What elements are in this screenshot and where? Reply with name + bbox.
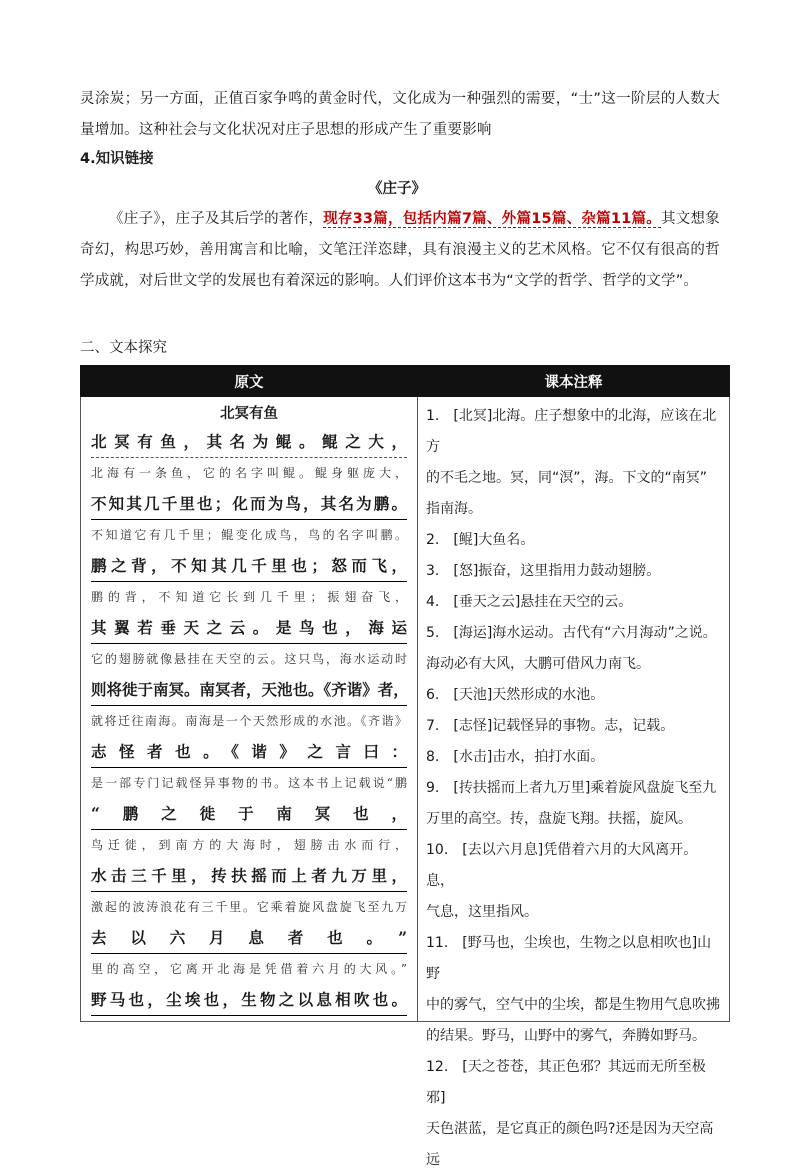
header-original: 原文 [81,366,418,397]
passage-title: 北冥有鱼 [220,406,278,422]
original-line: 野马也，尘埃也，生物之以息相吹也。 [91,985,407,1016]
note-line: 6. [天池]天然形成的水池。 [426,687,605,703]
original-cell [81,397,418,1022]
knowledge-heading: 4.知识链接 [80,151,154,167]
notes-cell [418,397,730,1168]
notes-list [426,401,721,1176]
translation-line: 是一部专门记载怪异事物的书。这本书上记载说“鹏 [91,776,407,790]
header-notes: 课本注释 [418,366,730,397]
note-line: 7. [志怪]记载怪异的事物。志，记载。 [426,718,675,734]
note-line: 9. [抟扶摇而上者九万里]乘着旋风盘旋飞至九 [426,780,717,796]
translation-line: 鹏的背，不知道它长到几千里；振翅奋飞， [91,590,407,604]
note-line: 海动必有大风，大鹏可借风力南飞。 [426,656,650,672]
note-line: 气息，这里指风。 [426,904,538,920]
original-line: “鹏之徙于南冥也， [91,799,407,830]
book-description [80,204,720,297]
note-line: 3. [怒]振奋，这里指用力鼓动翅膀。 [426,563,661,579]
note-line: 的不毛之地。冥，同“溟”，海。下文的“南冥” [426,470,708,486]
table-row [81,397,730,1022]
book-desc-after: 其文想象奇幻，构思巧妙，善用寓言和比喻，文笔汪洋恣肆，具有浪漫主义的艺术风格。它不仅有很高的哲学成就，对后世文学的发展也有着深远的影响。人们评价这本书为“文学的哲学、哲学的文学”。 [80,211,721,289]
note-line: 10. [去以六月息]凭借着六月的大风离开。息， [426,842,698,889]
original-line: 其翼若垂天之云。是鸟也，海运 [91,613,407,644]
original-line: 水击三千里，抟扶摇而上者九万里， [91,861,407,892]
translation-line: 鸟迁徙，到南方的大海时，翅膀击水而行， [91,838,407,852]
section-heading: 二、文本探究 [80,340,167,356]
original-line: 去以六月息者也。” [91,923,407,954]
note-line: 11. [野马也，尘埃也，生物之以息相吹也]山野 [426,935,712,982]
note-line: 万里的高空。抟，盘旋飞翔。扶摇，旋风。 [426,811,692,827]
translation-line: 它的翅膀就像悬挂在天空的云。这只鸟，海水运动时 [91,652,407,666]
table-header-row [81,366,730,397]
original-line: 北冥有鱼，其名为鲲。鲲之大， [91,427,407,458]
translation-line: 北海有一条鱼，它的名字叫鲲。鲲身躯庞大， [91,466,407,480]
book-desc-highlight: 现存33篇，包括内篇7篇、外篇15篇、杂篇11篇。 [323,211,662,227]
translation-line: 里的高空，它离开北海是凭借着六月的大风。” [91,962,407,976]
translation-line: 不知道它有几千里；鲲变化成鸟，鸟的名字叫鹏。 [91,528,407,542]
note-line: 指南海。 [426,501,482,517]
note-line: 1. [北冥]北海。庄子想象中的北海，应该在北方 [426,408,717,455]
intro-paragraph: 灵涂炭；另一方面，正值百家争鸣的黄金时代，文化成为一种强烈的需要，“士”这一阶层的人数大量增加。这种社会与文化状况对庄子思想的形成产生了重要影响 [80,91,720,138]
note-line: 5. [海运]海水运动。古代有“六月海动”之说。 [426,625,717,641]
book-title: 《庄子》 [368,181,426,197]
note-line: 8. [水击]击水，拍打水面。 [426,749,605,765]
note-line: 4. [垂天之云]悬挂在天空的云。 [426,594,633,610]
original-line: 鹏之背，不知其几千里也；怒而飞， [91,551,407,582]
original-line: 志怪者也。《谐》之言曰： [91,737,407,768]
original-line: 不知其几千里也；化而为鸟，其名为鹏。 [91,489,407,520]
note-line: 的结果。野马，山野中的雾气，奔腾如野马。 [426,1028,706,1044]
translation-line: 就将迁往南海。南海是一个天然形成的水池。《齐谐》 [91,714,407,728]
translation-line: 激起的波涛浪花有三千里。它乘着旋风盘旋飞至九万 [91,900,407,914]
annotation-table [80,365,730,1168]
note-line: 天色湛蓝，是它真正的颜色吗?还是因为天空高远 [426,1121,714,1168]
note-line: 12. [天之苍苍，其正色邪？其远而无所至极邪] [426,1059,706,1106]
note-line: 中的雾气，空气中的尘埃，都是生物用气息吹拂 [426,997,720,1013]
original-line: 则将徙于南冥。南冥者，天池也。《齐谐》者， [91,675,407,706]
book-desc-before: 《庄子》，庄子及其后学的著作， [109,211,324,227]
note-line: 2. [鲲]大鱼名。 [426,532,535,548]
